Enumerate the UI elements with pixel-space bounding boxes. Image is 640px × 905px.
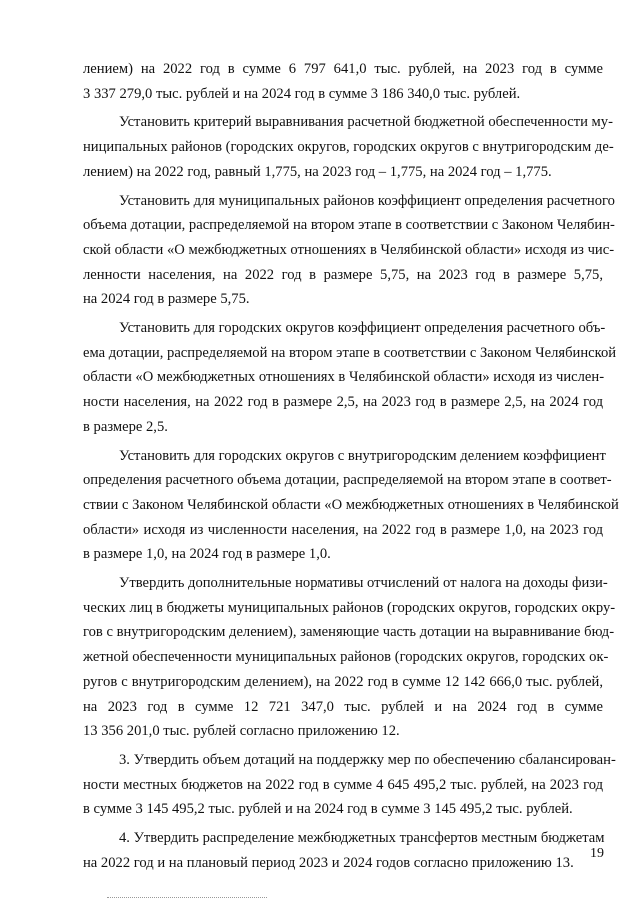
paragraph-city-districts-coefficient bbox=[83, 316, 617, 440]
document-page bbox=[83, 57, 619, 880]
text-line: ской области «О межбюджетных отношениях в Челябинской области» исходя из чис- bbox=[83, 241, 615, 258]
text-line: на 2022 год и на плановый период 2023 и 2024 годов согласно приложению 13. bbox=[83, 854, 574, 871]
text-line: Установить для муниципальных районов коэффициент определения расчетного bbox=[119, 192, 615, 209]
text-line: Установить для городских округов коэффициент определения расчетного объ- bbox=[119, 320, 606, 337]
text-line: ности местных бюджетов на 2022 год в сумме 4 645 495,2 тыс. рублей, на 2023 год bbox=[83, 776, 603, 793]
text-line: Установить критерий выравнивания расчетной бюджетной обеспеченности му- bbox=[119, 114, 613, 131]
text-line: 13 356 201,0 тыс. рублей согласно приложению 12. bbox=[83, 723, 400, 740]
page-number: 19 bbox=[590, 846, 604, 861]
text-line: ема дотации, распределяемой на втором этапе в соответствии с Законом Челябинской bbox=[83, 344, 617, 361]
text-line: гов с внутригородским делением), заменяющие часть дотации на выравнивание бюд- bbox=[83, 624, 615, 641]
text-line: лением) на 2022 год в сумме 6 797 641,0 тыс. рублей, на 2023 год в сумме bbox=[83, 61, 603, 77]
text-line: ческих лиц в бюджеты муниципальных районов (городских округов, городских окру- bbox=[83, 599, 616, 616]
text-line: области «О межбюджетных отношениях в Челябинской области» исходя из числен- bbox=[83, 369, 605, 386]
footer-divider bbox=[107, 897, 267, 898]
text-line: жетной обеспеченности муниципальных районов (городских округов, городских ок- bbox=[83, 649, 609, 666]
text-line: на 2023 год в сумме 12 721 347,0 тыс. рублей и на 2024 год в сумме bbox=[83, 698, 603, 715]
text-line: ниципальных районов (городских округов, городских округов с внутригородским де- bbox=[83, 139, 614, 156]
text-line: области» исходя из численности населения, на 2022 год в размере 1,0, на 2023 год bbox=[83, 521, 603, 538]
text-line: в размере 2,5. bbox=[83, 418, 168, 435]
text-line: объема дотации, распределяемой на втором этапе в соответствии с Законом Челябин- bbox=[83, 217, 615, 234]
paragraph-equalization-criterion bbox=[83, 110, 614, 184]
paragraph-municipal-districts-coefficient bbox=[83, 189, 615, 313]
text-line: определения расчетного объема дотации, распределяемой на втором этапе в соответ- bbox=[83, 472, 612, 489]
text-line: в размере 1,0, на 2024 год в размере 1,0. bbox=[83, 546, 331, 563]
text-line: 3 337 279,0 тыс. рублей и на 2024 год в сумме 3 186 340,0 тыс. рублей. bbox=[83, 85, 521, 102]
paragraph-city-districts-with-division-coefficient bbox=[83, 444, 619, 568]
text-line: 3. Утвердить объем дотаций на поддержку мер по обеспечению сбалансирован- bbox=[119, 751, 616, 768]
paragraph-item-4-transfers-distribution bbox=[83, 826, 603, 875]
paragraph-continuation bbox=[83, 57, 603, 106]
text-line: ности населения, на 2022 год в размере 2,5, на 2023 год в размере 2,5, на 2024 год bbox=[83, 394, 603, 411]
text-line: лением) на 2022 год, равный 1,775, на 2023 год – 1,775, на 2024 год – 1,775. bbox=[83, 163, 552, 180]
text-line: ствии с Законом Челябинской области «О межбюджетных отношениях в Челябинской bbox=[83, 496, 619, 513]
paragraph-item-3-balance-subsidies bbox=[83, 748, 616, 822]
text-line: в сумме 3 145 495,2 тыс. рублей и на 2024 год в сумме 3 145 495,2 тыс. рублей. bbox=[83, 801, 573, 818]
text-line: Утвердить дополнительные нормативы отчислений от налога на доходы физи- bbox=[119, 575, 608, 592]
text-line: Установить для городских округов с внутригородским делением коэффициент bbox=[119, 447, 606, 464]
text-line: ругов с внутригородским делением), на 2022 год в сумме 12 142 666,0 тыс. рублей, bbox=[83, 673, 603, 690]
text-line: 4. Утвердить распределение межбюджетных трансфертов местным бюджетам bbox=[119, 830, 605, 847]
text-line: ленности населения, на 2022 год в размере 5,75, на 2023 год в размере 5,75, bbox=[83, 266, 603, 283]
text-line: на 2024 год в размере 5,75. bbox=[83, 291, 250, 308]
paragraph-additional-tax-standards bbox=[83, 571, 616, 744]
